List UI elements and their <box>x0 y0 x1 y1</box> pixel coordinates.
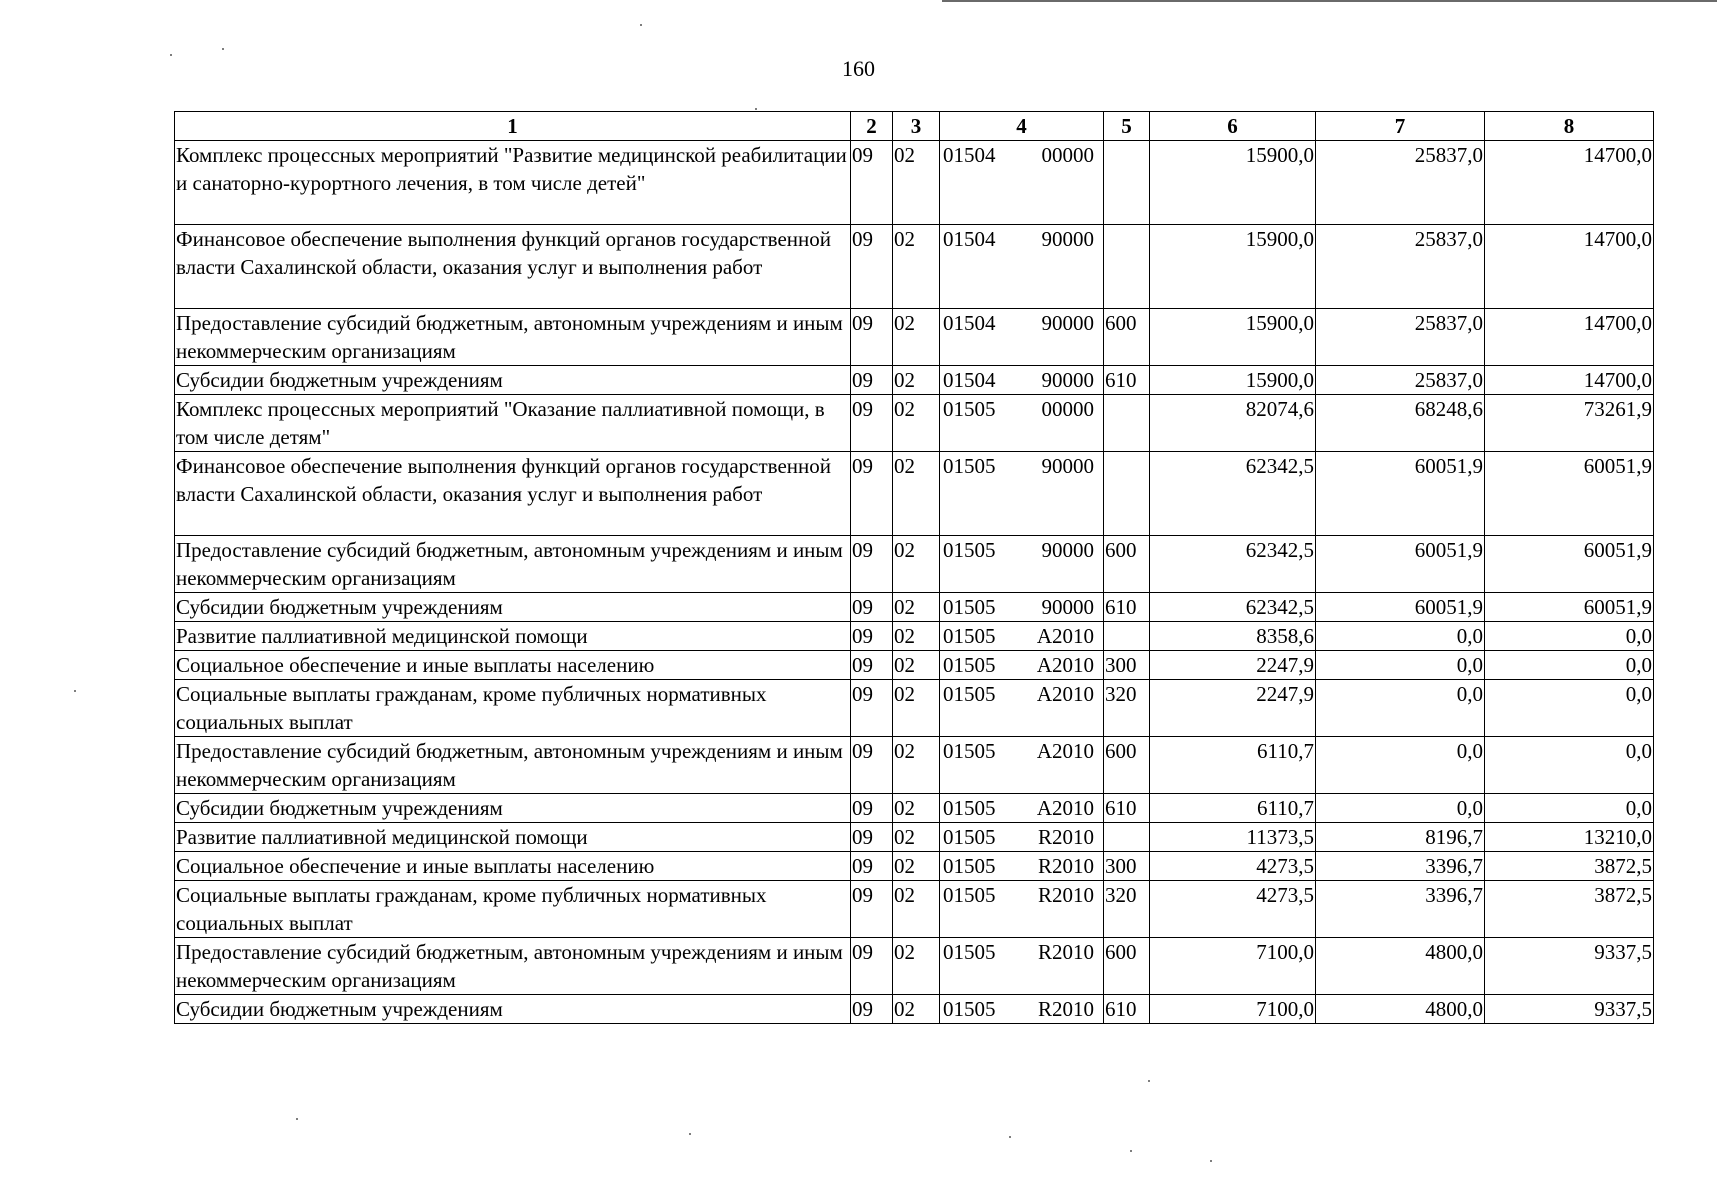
target-article-direction: 00000 <box>1041 397 1094 421</box>
amount-col-7-cell: 68248,6 <box>1316 395 1485 452</box>
subsection-code-cell: 02 <box>893 794 940 823</box>
section-code-cell: 09 <box>851 823 893 852</box>
amount-col-7-cell: 60051,9 <box>1316 536 1485 593</box>
budget-table <box>174 111 1654 1024</box>
table-row <box>175 938 1654 995</box>
subsection-code-cell: 02 <box>893 225 940 309</box>
subsection-code-cell: 02 <box>893 366 940 395</box>
target-article-program: 01505 <box>943 397 996 421</box>
amount-col-7-cell: 3396,7 <box>1316 881 1485 938</box>
target-article-direction: A2010 <box>1036 624 1094 648</box>
target-article-cell <box>940 651 1104 680</box>
amount-col-6-cell: 15900,0 <box>1150 141 1316 225</box>
subsection-code-cell: 02 <box>893 823 940 852</box>
expense-type-cell: 300 <box>1104 852 1150 881</box>
amount-col-7-cell: 4800,0 <box>1316 938 1485 995</box>
header-col-2: 2 <box>851 112 893 141</box>
amount-col-8-cell: 0,0 <box>1485 794 1654 823</box>
table-row <box>175 141 1654 225</box>
row-name-cell: Развитие паллиативной медицинской помощи <box>175 622 851 651</box>
header-col-1: 1 <box>175 112 851 141</box>
target-article-direction: A2010 <box>1036 739 1094 763</box>
target-article-cell <box>940 938 1104 995</box>
amount-col-7-cell: 0,0 <box>1316 622 1485 651</box>
target-article-direction: 90000 <box>1041 227 1094 251</box>
section-code-cell: 09 <box>851 622 893 651</box>
row-name-cell: Социальное обеспечение и иные выплаты населению <box>175 852 851 881</box>
amount-col-6-cell: 15900,0 <box>1150 309 1316 366</box>
row-name-cell: Развитие паллиативной медицинской помощи <box>175 823 851 852</box>
table-row <box>175 536 1654 593</box>
header-row <box>175 112 1654 141</box>
amount-col-8-cell: 14700,0 <box>1485 366 1654 395</box>
table-row <box>175 593 1654 622</box>
section-code-cell: 09 <box>851 536 893 593</box>
target-article-program: 01505 <box>943 595 996 619</box>
amount-col-7-cell: 25837,0 <box>1316 225 1485 309</box>
section-code-cell: 09 <box>851 881 893 938</box>
header-col-7: 7 <box>1316 112 1485 141</box>
amount-col-8-cell: 9337,5 <box>1485 938 1654 995</box>
section-code-cell: 09 <box>851 225 893 309</box>
row-name-cell: Финансовое обеспечение выполнения функций органов государственной власти Сахалинской области, оказания услуг и выполнения работ <box>175 452 851 536</box>
target-article-cell <box>940 593 1104 622</box>
amount-col-7-cell: 0,0 <box>1316 651 1485 680</box>
amount-col-8-cell: 14700,0 <box>1485 141 1654 225</box>
target-article-program: 01504 <box>943 143 996 167</box>
amount-col-6-cell: 62342,5 <box>1150 536 1316 593</box>
target-article-program: 01505 <box>943 940 996 964</box>
amount-col-7-cell: 0,0 <box>1316 794 1485 823</box>
expense-type-cell: 610 <box>1104 794 1150 823</box>
target-article-cell <box>940 536 1104 593</box>
section-code-cell: 09 <box>851 309 893 366</box>
amount-col-6-cell: 62342,5 <box>1150 452 1316 536</box>
amount-col-6-cell: 11373,5 <box>1150 823 1316 852</box>
table-row <box>175 622 1654 651</box>
row-name-cell: Предоставление субсидий бюджетным, автономным учреждениям и иным некоммерческим организациям <box>175 309 851 366</box>
target-article-program: 01505 <box>943 624 996 648</box>
top-edge-rule <box>942 0 1717 2</box>
target-article-direction: R2010 <box>1037 825 1094 849</box>
row-name-cell: Субсидии бюджетным учреждениям <box>175 794 851 823</box>
section-code-cell: 09 <box>851 395 893 452</box>
row-name-cell: Социальное обеспечение и иные выплаты населению <box>175 651 851 680</box>
row-name-cell: Субсидии бюджетным учреждениям <box>175 366 851 395</box>
subsection-code-cell: 02 <box>893 622 940 651</box>
amount-col-6-cell: 2247,9 <box>1150 680 1316 737</box>
target-article-program: 01505 <box>943 739 996 763</box>
target-article-program: 01505 <box>943 796 996 820</box>
amount-col-6-cell: 82074,6 <box>1150 395 1316 452</box>
row-name-cell: Предоставление субсидий бюджетным, автономным учреждениям и иным некоммерческим организациям <box>175 536 851 593</box>
target-article-cell <box>940 395 1104 452</box>
row-name-cell: Предоставление субсидий бюджетным, автономным учреждениям и иным некоммерческим организациям <box>175 938 851 995</box>
expense-type-cell: 320 <box>1104 881 1150 938</box>
table-row <box>175 995 1654 1024</box>
subsection-code-cell: 02 <box>893 452 940 536</box>
section-code-cell: 09 <box>851 852 893 881</box>
subsection-code-cell: 02 <box>893 737 940 794</box>
header-col-3: 3 <box>893 112 940 141</box>
amount-col-6-cell: 2247,9 <box>1150 651 1316 680</box>
expense-type-cell <box>1104 141 1150 225</box>
row-name-cell: Предоставление субсидий бюджетным, автономным учреждениям и иным некоммерческим организациям <box>175 737 851 794</box>
subsection-code-cell: 02 <box>893 395 940 452</box>
target-article-cell <box>940 823 1104 852</box>
target-article-program: 01504 <box>943 311 996 335</box>
amount-col-8-cell: 14700,0 <box>1485 309 1654 366</box>
amount-col-7-cell: 3396,7 <box>1316 852 1485 881</box>
section-code-cell: 09 <box>851 366 893 395</box>
target-article-program: 01504 <box>943 227 996 251</box>
expense-type-cell <box>1104 225 1150 309</box>
target-article-direction: 90000 <box>1041 538 1094 562</box>
amount-col-8-cell: 0,0 <box>1485 737 1654 794</box>
table-row <box>175 680 1654 737</box>
target-article-program: 01505 <box>943 454 996 478</box>
section-code-cell: 09 <box>851 593 893 622</box>
table-row <box>175 881 1654 938</box>
header-col-8: 8 <box>1485 112 1654 141</box>
amount-col-8-cell: 3872,5 <box>1485 852 1654 881</box>
amount-col-7-cell: 25837,0 <box>1316 141 1485 225</box>
subsection-code-cell: 02 <box>893 995 940 1024</box>
row-name-cell: Субсидии бюджетным учреждениям <box>175 995 851 1024</box>
amount-col-8-cell: 9337,5 <box>1485 995 1654 1024</box>
target-article-program: 01504 <box>943 368 996 392</box>
expense-type-cell: 600 <box>1104 938 1150 995</box>
target-article-program: 01505 <box>943 538 996 562</box>
amount-col-8-cell: 73261,9 <box>1485 395 1654 452</box>
header-col-4: 4 <box>940 112 1104 141</box>
target-article-direction: R2010 <box>1037 940 1094 964</box>
target-article-direction: 00000 <box>1041 143 1094 167</box>
amount-col-7-cell: 0,0 <box>1316 737 1485 794</box>
amount-col-6-cell: 7100,0 <box>1150 995 1316 1024</box>
amount-col-8-cell: 60051,9 <box>1485 536 1654 593</box>
target-article-program: 01505 <box>943 854 996 878</box>
target-article-cell <box>940 995 1104 1024</box>
target-article-direction: A2010 <box>1036 682 1094 706</box>
target-article-program: 01505 <box>943 883 996 907</box>
target-article-direction: A2010 <box>1036 653 1094 677</box>
row-name-cell: Комплекс процессных мероприятий "Оказание паллиативной помощи, в том числе детям" <box>175 395 851 452</box>
section-code-cell: 09 <box>851 452 893 536</box>
amount-col-6-cell: 7100,0 <box>1150 938 1316 995</box>
expense-type-cell: 610 <box>1104 995 1150 1024</box>
amount-col-8-cell: 60051,9 <box>1485 452 1654 536</box>
subsection-code-cell: 02 <box>893 881 940 938</box>
subsection-code-cell: 02 <box>893 141 940 225</box>
subsection-code-cell: 02 <box>893 651 940 680</box>
table-row <box>175 395 1654 452</box>
section-code-cell: 09 <box>851 938 893 995</box>
row-name-cell: Финансовое обеспечение выполнения функций органов государственной власти Сахалинской области, оказания услуг и выполнения работ <box>175 225 851 309</box>
target-article-direction: R2010 <box>1037 883 1094 907</box>
table-row <box>175 651 1654 680</box>
amount-col-7-cell: 0,0 <box>1316 680 1485 737</box>
expense-type-cell <box>1104 452 1150 536</box>
table-row <box>175 309 1654 366</box>
amount-col-6-cell: 6110,7 <box>1150 737 1316 794</box>
target-article-direction: 90000 <box>1041 454 1094 478</box>
amount-col-7-cell: 60051,9 <box>1316 593 1485 622</box>
row-name-cell: Комплекс процессных мероприятий "Развитие медицинской реабилитации и санаторно-курортного лечения, в том числе детей" <box>175 141 851 225</box>
subsection-code-cell: 02 <box>893 536 940 593</box>
expense-type-cell: 300 <box>1104 651 1150 680</box>
amount-col-7-cell: 25837,0 <box>1316 309 1485 366</box>
amount-col-8-cell: 14700,0 <box>1485 225 1654 309</box>
expense-type-cell: 600 <box>1104 309 1150 366</box>
section-code-cell: 09 <box>851 651 893 680</box>
amount-col-6-cell: 15900,0 <box>1150 225 1316 309</box>
amount-col-6-cell: 6110,7 <box>1150 794 1316 823</box>
target-article-program: 01505 <box>943 997 996 1021</box>
amount-col-8-cell: 60051,9 <box>1485 593 1654 622</box>
table-row <box>175 852 1654 881</box>
target-article-direction: 90000 <box>1041 368 1094 392</box>
subsection-code-cell: 02 <box>893 309 940 366</box>
target-article-cell <box>940 622 1104 651</box>
header-col-6: 6 <box>1150 112 1316 141</box>
expense-type-cell <box>1104 823 1150 852</box>
subsection-code-cell: 02 <box>893 938 940 995</box>
expense-type-cell <box>1104 395 1150 452</box>
amount-col-7-cell: 25837,0 <box>1316 366 1485 395</box>
amount-col-8-cell: 3872,5 <box>1485 881 1654 938</box>
amount-col-8-cell: 0,0 <box>1485 680 1654 737</box>
section-code-cell: 09 <box>851 995 893 1024</box>
amount-col-7-cell: 4800,0 <box>1316 995 1485 1024</box>
expense-type-cell: 610 <box>1104 593 1150 622</box>
target-article-cell <box>940 141 1104 225</box>
target-article-cell <box>940 737 1104 794</box>
amount-col-7-cell: 8196,7 <box>1316 823 1485 852</box>
row-name-cell: Социальные выплаты гражданам, кроме публичных нормативных социальных выплат <box>175 881 851 938</box>
header-col-5: 5 <box>1104 112 1150 141</box>
expense-type-cell: 600 <box>1104 737 1150 794</box>
target-article-direction: 90000 <box>1041 595 1094 619</box>
target-article-cell <box>940 881 1104 938</box>
target-article-direction: 90000 <box>1041 311 1094 335</box>
subsection-code-cell: 02 <box>893 680 940 737</box>
table-row <box>175 225 1654 309</box>
subsection-code-cell: 02 <box>893 593 940 622</box>
section-code-cell: 09 <box>851 794 893 823</box>
expense-type-cell: 610 <box>1104 366 1150 395</box>
amount-col-8-cell: 0,0 <box>1485 622 1654 651</box>
target-article-program: 01505 <box>943 825 996 849</box>
section-code-cell: 09 <box>851 680 893 737</box>
amount-col-8-cell: 0,0 <box>1485 651 1654 680</box>
row-name-cell: Субсидии бюджетным учреждениям <box>175 593 851 622</box>
amount-col-6-cell: 15900,0 <box>1150 366 1316 395</box>
table-row <box>175 452 1654 536</box>
target-article-program: 01505 <box>943 653 996 677</box>
target-article-cell <box>940 309 1104 366</box>
target-article-cell <box>940 225 1104 309</box>
section-code-cell: 09 <box>851 737 893 794</box>
target-article-cell <box>940 366 1104 395</box>
table-row <box>175 823 1654 852</box>
amount-col-7-cell: 60051,9 <box>1316 452 1485 536</box>
target-article-cell <box>940 452 1104 536</box>
expense-type-cell <box>1104 622 1150 651</box>
target-article-program: 01505 <box>943 682 996 706</box>
table-row <box>175 737 1654 794</box>
target-article-direction: R2010 <box>1037 997 1094 1021</box>
table-row <box>175 794 1654 823</box>
expense-type-cell: 320 <box>1104 680 1150 737</box>
target-article-cell <box>940 680 1104 737</box>
amount-col-6-cell: 4273,5 <box>1150 881 1316 938</box>
target-article-cell <box>940 794 1104 823</box>
target-article-cell <box>940 852 1104 881</box>
expense-type-cell: 600 <box>1104 536 1150 593</box>
target-article-direction: A2010 <box>1036 796 1094 820</box>
amount-col-6-cell: 8358,6 <box>1150 622 1316 651</box>
table-row <box>175 366 1654 395</box>
row-name-cell: Социальные выплаты гражданам, кроме публичных нормативных социальных выплат <box>175 680 851 737</box>
subsection-code-cell: 02 <box>893 852 940 881</box>
target-article-direction: R2010 <box>1037 854 1094 878</box>
amount-col-8-cell: 13210,0 <box>1485 823 1654 852</box>
amount-col-6-cell: 62342,5 <box>1150 593 1316 622</box>
section-code-cell: 09 <box>851 141 893 225</box>
amount-col-6-cell: 4273,5 <box>1150 852 1316 881</box>
page-number: 160 <box>842 56 875 81</box>
